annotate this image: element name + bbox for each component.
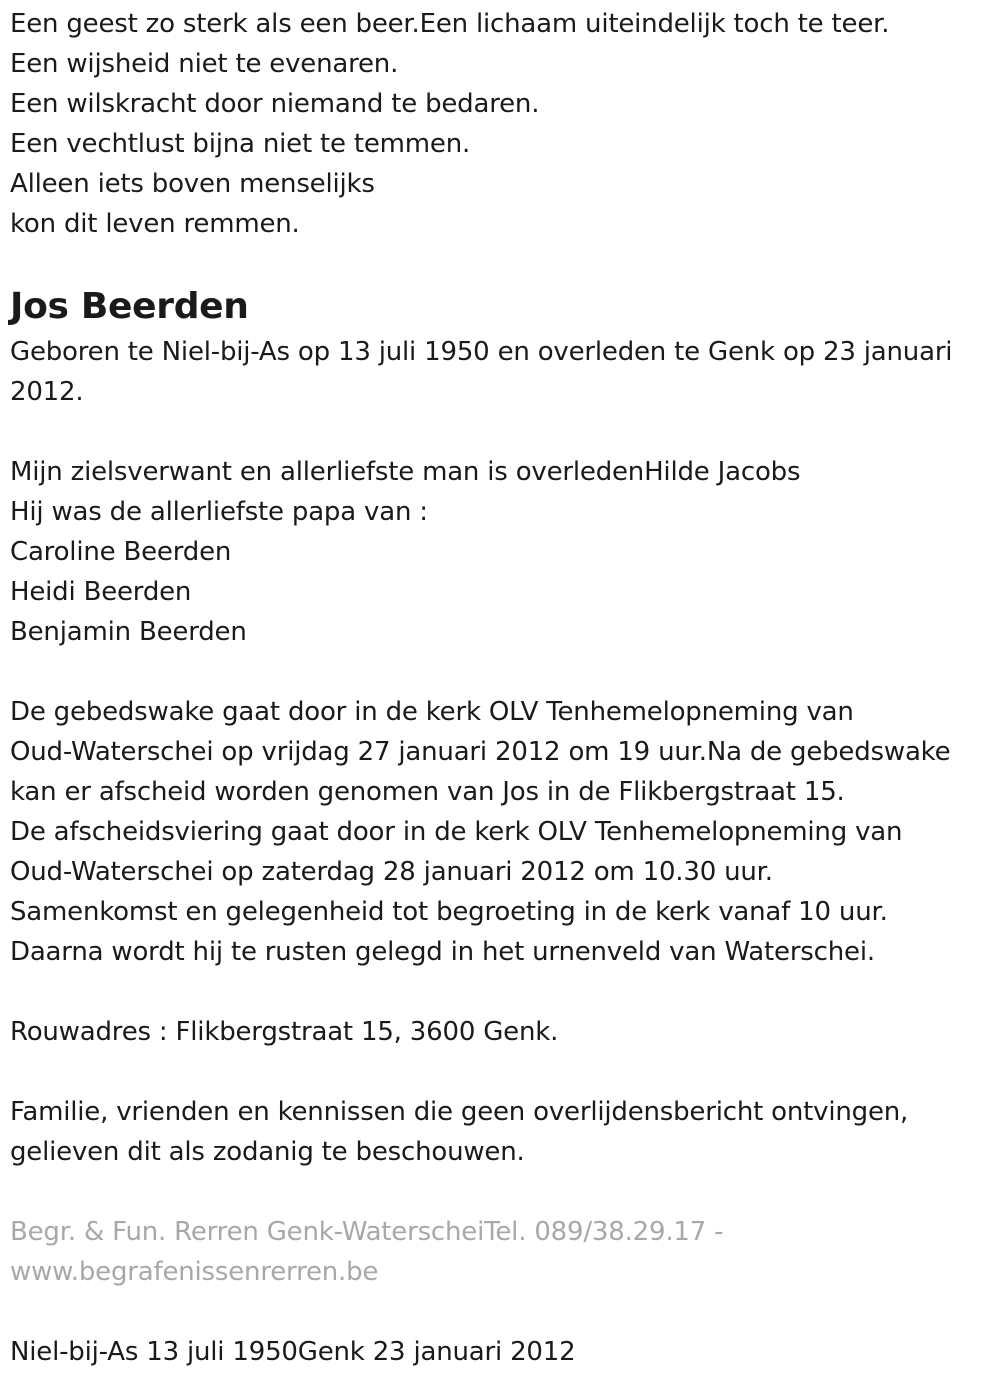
spacer xyxy=(10,1172,990,1212)
ceremony-line: kan er afscheid worden genomen van Jos in de Flikbergstraat 15. xyxy=(10,777,845,807)
poem-line: Een geest zo sterk als een beer.Een lichaam uiteindelijk toch te teer. xyxy=(10,9,890,39)
ceremony-line: Daarna wordt hij te rusten gelegd in het urnenveld van Waterschei. xyxy=(10,937,875,967)
notice-section xyxy=(10,1092,990,1172)
poem-line: Een vechtlust bijna niet te temmen. xyxy=(10,129,471,159)
obituary-document xyxy=(10,4,990,1372)
ceremony-line: Oud-Waterschei op vrijdag 27 januari 2012 om 19 uur.Na de gebedswake xyxy=(10,737,951,767)
funeral-home-website: www.begrafenissenrerren.be xyxy=(10,1257,379,1287)
family-section xyxy=(10,452,990,652)
ceremony-section xyxy=(10,692,990,972)
spacer xyxy=(10,1052,990,1092)
ceremony-line: De gebedswake gaat door in de kerk OLV Tenhemelopneming van xyxy=(10,697,854,727)
spacer xyxy=(10,972,990,1012)
spacer xyxy=(10,412,990,452)
ceremony-line: De afscheidsviering gaat door in de kerk OLV Tenhemelopneming van xyxy=(10,817,903,847)
spacer xyxy=(10,1292,990,1332)
birth-death-line: 2012. xyxy=(10,377,84,407)
family-line: Hij was de allerliefste papa van : xyxy=(10,497,428,527)
poem xyxy=(10,4,990,244)
poem-line: Een wilskracht door niemand te bedaren. xyxy=(10,89,540,119)
mourning-address: Rouwadres : Flikbergstraat 15, 3600 Genk. xyxy=(10,1017,559,1047)
ceremony-line: Oud-Waterschei op zaterdag 28 januari 2012 om 10.30 uur. xyxy=(10,857,773,887)
deceased-name: Jos Beerden xyxy=(10,286,249,327)
family-member: Benjamin Beerden xyxy=(10,617,247,647)
notice-line: gelieven dit als zodanig te beschouwen. xyxy=(10,1137,525,1167)
poem-line: Alleen iets boven menselijks xyxy=(10,169,375,199)
family-line: Mijn zielsverwant en allerliefste man is overledenHilde Jacobs xyxy=(10,457,801,487)
ceremony-line: Samenkomst en gelegenheid tot begroeting in de kerk vanaf 10 uur. xyxy=(10,897,888,927)
footer-dates: Niel-bij-As 13 juli 1950Genk 23 januari 2012 xyxy=(10,1337,576,1367)
funeral-home-section xyxy=(10,1212,990,1292)
family-member: Caroline Beerden xyxy=(10,537,232,567)
funeral-home-contact: Begr. & Fun. Rerren Genk-WaterscheiTel. 089/38.29.17 - xyxy=(10,1217,724,1247)
family-member: Heidi Beerden xyxy=(10,577,192,607)
poem-line: Een wijsheid niet te evenaren. xyxy=(10,49,399,79)
notice-line: Familie, vrienden en kennissen die geen overlijdensbericht ontvingen, xyxy=(10,1097,909,1127)
birth-death-line: Geboren te Niel-bij-As op 13 juli 1950 en overleden te Genk op 23 januari xyxy=(10,337,953,367)
birth-death-info xyxy=(10,332,990,412)
poem-line: kon dit leven remmen. xyxy=(10,209,300,239)
spacer xyxy=(10,652,990,692)
